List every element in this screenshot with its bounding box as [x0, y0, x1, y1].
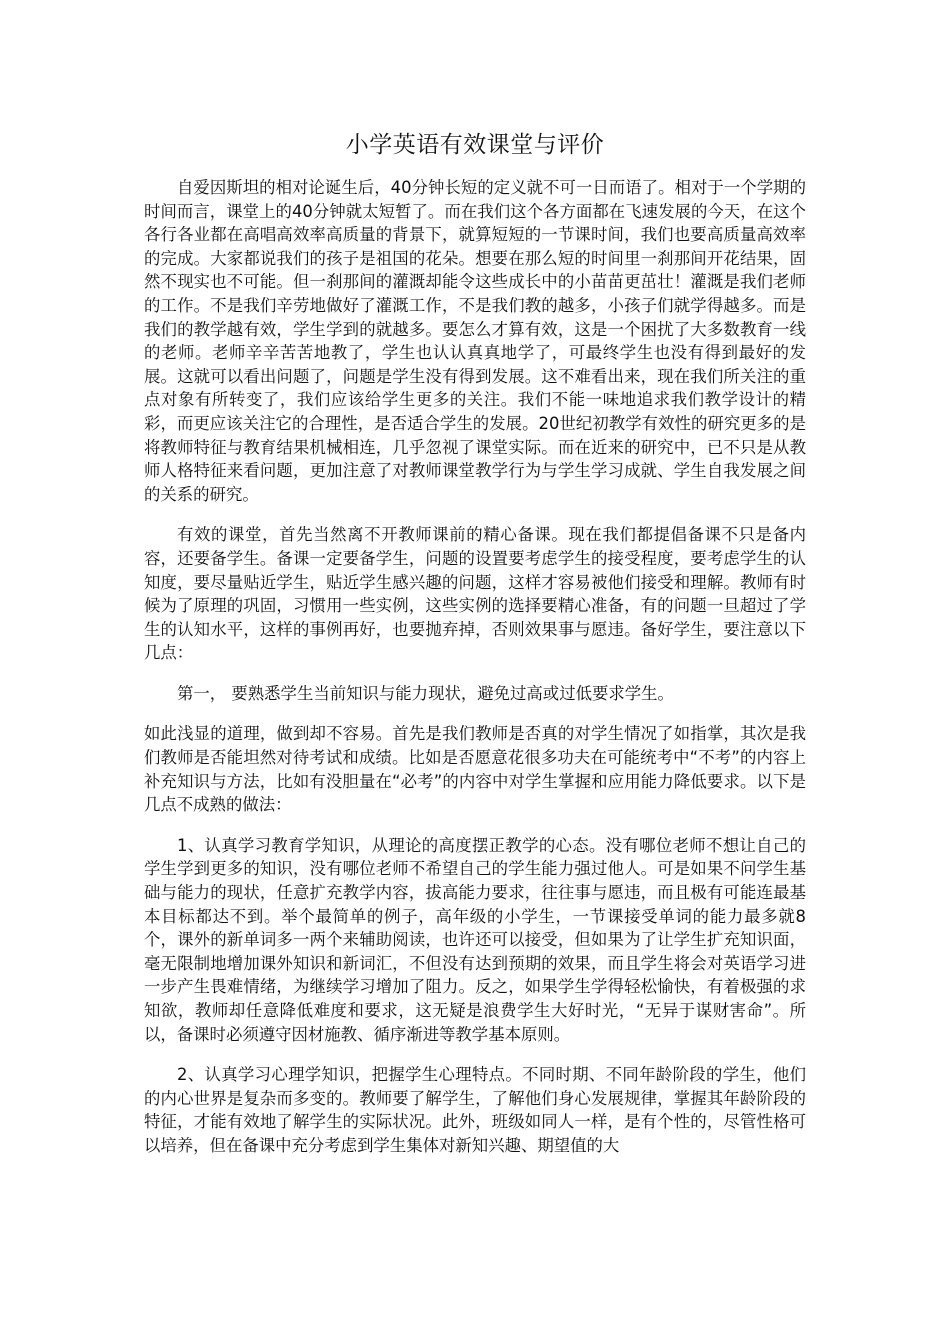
- paragraph-intro: 自爱因斯坦的相对论诞生后，40分钟长短的定义就不可一日而语了。相对于一个学期的时间而言，课堂上的40分钟就太短暂了。而在我们这个各方面都在飞速发展的今天，在这个各行各业都在高唱高效率高质量的背景下，就算短短的一节课时间，我们也要高质量高效率的完成。大家都说我们的孩子是祖国的花朵。想要在那么短的时间里一刹那间开花结果，固然不现实也不可能。但一刹那间的灌溉却能令这些成长中的小苗苗更茁壮！灌溉是我们老师的工作。不是我们辛劳地做好了灌溉工作，不是我们教的越多，小孩子们就学得越多。而是我们的教学越有效，学生学到的就越多。要怎么才算有效，这是一个困扰了大多数教育一线的老师。老师辛辛苦苦地教了，学生也认认真真地学了，可最终学生也没有得到最好的发展。这就可以看出问题了，问题是学生没有得到发展。这不难看出来，现在我们所关注的重点对象有所转变了，我们应该给学生更多的关注。我们不能一味地追求我们教学设计的精彩，而更应该关注它的合理性，是否适合学生的发展。20世纪初教学有效性的研究更多的是将教师特征与教育结果机械相连，几乎忽视了课堂实际。而在近来的研究中，已不只是从教师人格特征来看问题，更加注意了对教师课堂教学行为与学生学习成就、学生自我发展之间的关系的研究。: [144, 178, 806, 504]
- document-body: [144, 126, 806, 1175]
- paragraph-point-one: 第一， 要熟悉学生当前知识与能力现状，避免过高或过低要求学生。: [177, 683, 674, 703]
- paragraph-item-1: 1、认真学习教育学知识，从理论的高度摆正教学的心态。没有哪位老师不想让自己的学生学到更多的知识，没有哪位老师不希望自己的学生能力强过他人。可是如果不问学生基础与能力的现状，任意扩充教学内容，拔高能力要求，往往事与愿违，而且极有可能连最基本目标都达不到。举个最简单的例子，高年级的小学生，一节课接受单词的能力最多就8个，课外的新单词多一两个来辅助阅读，也许还可以接受，但如果为了让学生扩充知识面，毫无限制地增加课外知识和新词汇，不但没有达到预期的效果，而且学生将会对英语学习进一步产生畏难情绪，为继续学习增加了阻力。反之，如果学生学得轻松愉快，有着极强的求知欲，教师却任意降低难度和要求，这无疑是浪费学生大好时光，“无异于谋财害命”。所以，备课时必须遵守因材施教、循序渐进等教学基本原则。: [144, 835, 806, 1044]
- paragraph-point-one-detail: 如此浅显的道理，做到却不容易。首先是我们教师是否真的对学生情况了如指掌，其次是我们教师是否能坦然对待考试和成绩。比如是否愿意花很多功夫在可能统考中“不考”的内容上补充知识与方法，比如有没胆量在“必考”的内容中对学生掌握和应用能力降低要求。以下是几点不成熟的做法：: [144, 724, 806, 815]
- paragraph-lesson-prep: 有效的课堂，首先当然离不开教师课前的精心备课。现在我们都提倡备课不只是备内容，还要备学生。备课一定要备学生，问题的设置要考虑学生的接受程度，要考虑学生的认知度，要尽量贴近学生，贴近学生感兴趣的问题，这样才容易被他们接受和理解。教师有时候为了原理的巩固，习惯用一些实例，这些实例的选择要精心准备，有的问题一旦超过了学生的认知水平，这样的事例再好，也要抛弃掉，否则效果事与愿违。备好学生，要注意以下几点：: [144, 525, 806, 663]
- paragraph-item-2: 2、认真学习心理学知识，把握学生心理特点。不同时期、不同年龄阶段的学生，他们的内心世界是复杂而多变的。教师要了解学生，了解他们身心发展规律，掌握其年龄阶段的特征，才能有效地了解学生的实际状况。此外，班级如同人一样，是有个性的，尽管性格可以培养，但在备课中充分考虑到学生集体对新知兴趣、期望值的大: [144, 1065, 806, 1155]
- document-title: 小学英语有效课堂与评价: [345, 132, 605, 158]
